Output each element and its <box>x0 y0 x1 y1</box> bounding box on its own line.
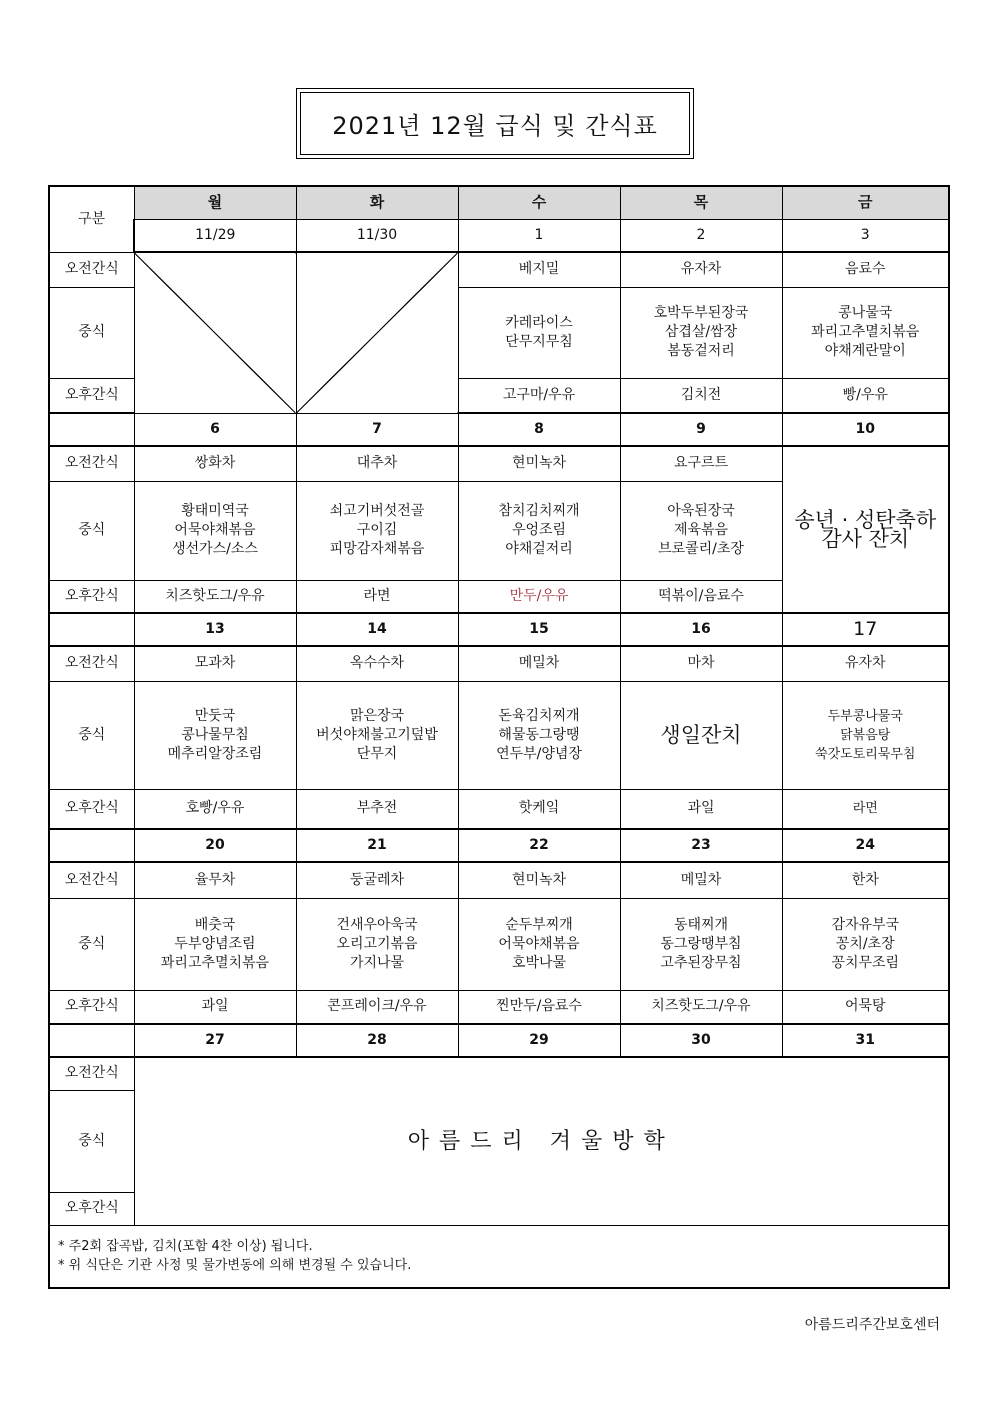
pm-snack-cell: 만두/우유 <box>458 580 620 613</box>
menu-item: 동그랑땡부침 <box>660 935 742 952</box>
lunch-cell <box>458 681 620 789</box>
lunch-cell <box>458 481 620 580</box>
menu-item: 꽈리고추멸치볶음 <box>160 954 270 971</box>
row-label-am: 오전간식 <box>49 646 134 681</box>
date-row-label <box>49 829 134 862</box>
day-header: 월 <box>134 186 296 219</box>
date-cell: 16 <box>620 613 782 646</box>
am-snack-cell: 마차 <box>620 646 782 681</box>
menu-item: 두부콩나물국 <box>827 708 903 724</box>
row-label-pm: 오후간식 <box>49 789 134 829</box>
menu-item: 봄동겉저리 <box>667 343 735 359</box>
date-cell: 17 <box>782 613 949 646</box>
date-row-label <box>49 613 134 646</box>
pm-snack-cell: 빵/우유 <box>782 378 949 413</box>
menu-item: 만둣국 <box>194 707 236 724</box>
lunch-cell <box>134 681 296 789</box>
row-label-pm: 오후간식 <box>49 378 134 413</box>
date-row-label <box>49 1024 134 1057</box>
date-cell: 30 <box>620 1024 782 1057</box>
pm-snack-cell: 찐만두/음료수 <box>458 990 620 1024</box>
meal-table <box>48 185 950 1289</box>
date-cell: 20 <box>134 829 296 862</box>
lunch-cell <box>296 898 458 990</box>
date-cell: 11/30 <box>296 219 458 252</box>
menu-item: 쑥갓도토리묵무침 <box>815 746 916 762</box>
date-cell: 6 <box>134 413 296 446</box>
pm-snack-cell: 핫케잌 <box>458 789 620 829</box>
lunch-cell <box>620 481 782 580</box>
menu-item: 어묵야채볶음 <box>498 935 580 952</box>
date-cell: 13 <box>134 613 296 646</box>
lunch-cell <box>620 898 782 990</box>
menu-item: 꽁치무조림 <box>831 954 900 971</box>
lunch-cell <box>782 898 949 990</box>
pm-snack-cell: 과일 <box>134 990 296 1024</box>
am-snack-cell: 메밀차 <box>458 646 620 681</box>
menu-item: 삼겹살/쌈장 <box>664 324 738 340</box>
lunch-cell <box>458 287 620 378</box>
menu-item: 돈육김치찌개 <box>498 707 580 724</box>
category-label: 구분 <box>49 186 134 252</box>
pm-snack-cell: 과일 <box>620 789 782 829</box>
menu-item: 감자유부국 <box>831 916 900 933</box>
am-snack-cell: 쌍화차 <box>134 446 296 481</box>
menu-item: 단무지무침 <box>505 333 573 350</box>
menu-item: 순두부찌개 <box>505 916 573 933</box>
page-title: 2021년 12월 급식 및 간식표 <box>300 92 690 155</box>
date-cell: 7 <box>296 413 458 446</box>
menu-item: 닭볶음탕 <box>840 727 891 743</box>
am-snack-cell: 율무차 <box>134 862 296 898</box>
am-snack-cell: 현미녹차 <box>458 446 620 481</box>
note-line: * 위 식단은 기관 사정 및 물가변동에 의해 변경될 수 있습니다. <box>58 1258 412 1274</box>
am-snack-cell: 현미녹차 <box>458 862 620 898</box>
menu-item: 우엉조림 <box>511 522 567 538</box>
menu-item: 콩나물국 <box>838 305 893 321</box>
event-text: 송년 · 성탄축하 <box>794 507 937 532</box>
pm-snack-cell: 치즈핫도그/우유 <box>134 580 296 613</box>
lunch-cell <box>458 898 620 990</box>
date-cell: 31 <box>782 1024 949 1057</box>
menu-item: 제육볶음 <box>673 522 729 538</box>
am-snack-cell: 메밀차 <box>620 862 782 898</box>
am-snack-cell: 모과차 <box>134 646 296 681</box>
am-snack-cell: 유자차 <box>620 252 782 287</box>
menu-item: 쇠고기버섯전골 <box>329 503 425 519</box>
menu-item: 오리고기볶음 <box>336 935 418 952</box>
menu-item: 야채겉저리 <box>505 541 573 557</box>
pm-snack-cell: 떡볶이/음료수 <box>620 580 782 613</box>
empty-cell <box>296 252 458 413</box>
row-label-am: 오전간식 <box>49 862 134 898</box>
menu-item: 호박나물 <box>511 954 567 971</box>
menu-item: 동태찌개 <box>673 916 729 933</box>
pm-snack-cell: 콘프레이크/우유 <box>296 990 458 1024</box>
row-label-lunch: 중식 <box>49 287 134 378</box>
menu-item: 구이김 <box>356 522 398 538</box>
lunch-cell <box>296 681 458 789</box>
pm-snack-cell: 고구마/우유 <box>458 378 620 413</box>
row-label-pm: 오후간식 <box>49 990 134 1024</box>
date-cell: 2 <box>620 219 782 252</box>
am-snack-cell: 베지밀 <box>458 252 620 287</box>
note-line: * 주2회 잡곡밥, 김치(포함 4찬 이상) 됩니다. <box>58 1239 313 1255</box>
am-snack-cell: 한차 <box>782 862 949 898</box>
menu-item: 카레라이스 <box>505 314 573 331</box>
event-text: 감사 잔치 <box>821 526 910 551</box>
am-snack-cell: 유자차 <box>782 646 949 681</box>
menu-item: 메추리알장조림 <box>167 745 263 762</box>
am-snack-cell: 요구르트 <box>620 446 782 481</box>
menu-item: 건새우아욱국 <box>336 916 418 933</box>
lunch-cell <box>134 481 296 580</box>
menu-item: 참치김치찌개 <box>498 503 580 519</box>
date-cell: 27 <box>134 1024 296 1057</box>
pm-snack-cell: 라면 <box>296 580 458 613</box>
menu-item: 고추된장무침 <box>660 954 742 971</box>
date-cell: 29 <box>458 1024 620 1057</box>
row-label-pm: 오후간식 <box>49 1192 134 1225</box>
date-cell: 8 <box>458 413 620 446</box>
menu-item: 단무지 <box>356 745 398 762</box>
am-snack-cell: 옥수수차 <box>296 646 458 681</box>
date-cell: 9 <box>620 413 782 446</box>
lunch-cell <box>782 287 949 378</box>
menu-item: 가지나물 <box>349 954 405 971</box>
row-label-lunch: 중식 <box>49 681 134 789</box>
menu-item: 황태미역국 <box>181 503 249 519</box>
menu-item: 꽁치/초장 <box>835 935 895 952</box>
empty-cell <box>134 252 296 413</box>
menu-item: 두부양념조림 <box>174 935 256 952</box>
row-label-am: 오전간식 <box>49 252 134 287</box>
footer-org-name: 아름드리주간보호센터 <box>804 1317 940 1333</box>
event-text: 생일잔치 <box>660 722 742 747</box>
pm-snack-cell: 부추전 <box>296 789 458 829</box>
day-header: 화 <box>296 186 458 219</box>
lunch-cell <box>620 681 782 789</box>
date-cell: 1 <box>458 219 620 252</box>
row-label-am: 오전간식 <box>49 1057 134 1090</box>
day-header: 금 <box>782 186 949 219</box>
day-header: 수 <box>458 186 620 219</box>
menu-item: 브로콜리/초장 <box>658 541 744 557</box>
lunch-cell <box>782 681 949 789</box>
menu-item: 생선가스/소스 <box>172 541 258 557</box>
row-label-pm: 오후간식 <box>49 580 134 613</box>
title-box <box>296 88 694 159</box>
date-cell: 10 <box>782 413 949 446</box>
day-header: 목 <box>620 186 782 219</box>
menu-item: 맑은장국 <box>349 707 405 724</box>
date-row-label <box>49 413 134 446</box>
vacation-cell: 아름드리 겨울방학 <box>134 1057 949 1225</box>
date-cell: 14 <box>296 613 458 646</box>
date-cell: 15 <box>458 613 620 646</box>
date-cell: 21 <box>296 829 458 862</box>
pm-snack-cell: 김치전 <box>620 378 782 413</box>
menu-item: 아욱된장국 <box>667 503 735 519</box>
row-label-lunch: 중식 <box>49 481 134 580</box>
menu-item: 연두부/양념장 <box>496 745 582 762</box>
menu-item: 배춧국 <box>194 916 236 933</box>
date-cell: 22 <box>458 829 620 862</box>
menu-item: 야채계란말이 <box>824 343 906 359</box>
menu-item: 버섯야채불고기덮밥 <box>316 726 438 743</box>
am-snack-cell: 음료수 <box>782 252 949 287</box>
menu-item: 호박두부된장국 <box>653 305 749 321</box>
date-cell: 11/29 <box>134 219 296 252</box>
menu-item: 어묵야채볶음 <box>174 522 256 538</box>
date-cell: 3 <box>782 219 949 252</box>
lunch-cell <box>134 898 296 990</box>
date-cell: 24 <box>782 829 949 862</box>
am-snack-cell: 둥굴레차 <box>296 862 458 898</box>
notes-cell <box>49 1225 949 1288</box>
pm-snack-cell: 호빵/우유 <box>134 789 296 829</box>
row-label-am: 오전간식 <box>49 446 134 481</box>
menu-item: 피망감자채볶음 <box>329 541 425 557</box>
pm-snack-cell: 라면 <box>782 789 949 829</box>
menu-item: 꽈리고추멸치볶음 <box>811 324 920 340</box>
date-cell: 23 <box>620 829 782 862</box>
pm-snack-cell: 치즈핫도그/우유 <box>620 990 782 1024</box>
lunch-cell <box>620 287 782 378</box>
am-snack-cell: 대추차 <box>296 446 458 481</box>
date-cell: 28 <box>296 1024 458 1057</box>
event-cell <box>782 446 949 613</box>
pm-snack-cell: 어묵탕 <box>782 990 949 1024</box>
menu-item: 해물동그랑땡 <box>498 726 580 743</box>
lunch-cell <box>296 481 458 580</box>
row-label-lunch: 중식 <box>49 1090 134 1192</box>
menu-item: 콩나물무침 <box>181 726 249 743</box>
row-label-lunch: 중식 <box>49 898 134 990</box>
